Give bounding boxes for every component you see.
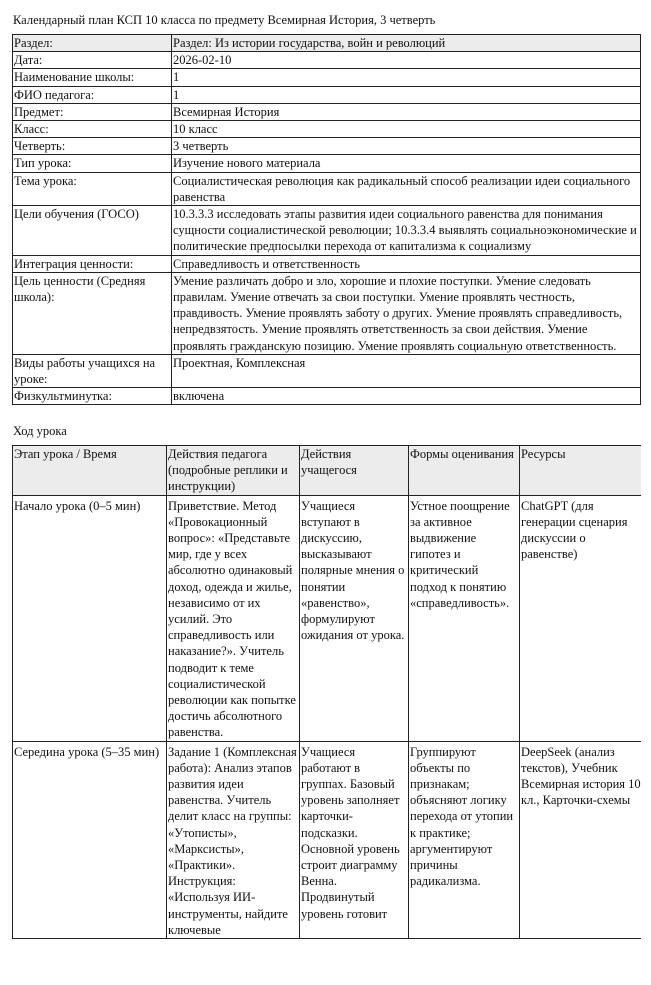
header-stage: Этап урока / Время	[13, 446, 167, 496]
info-value: Изучение нового материала	[172, 155, 641, 172]
info-label: Класс:	[13, 121, 172, 138]
info-row-physical-break	[13, 388, 641, 405]
table-row	[13, 495, 642, 741]
info-label: Наименование школы:	[13, 69, 172, 86]
info-label: Цели обучения (ГОСО)	[13, 206, 172, 256]
info-value: включена	[172, 388, 641, 405]
header-student-actions: Действия учащегося	[300, 446, 409, 496]
cell-assessment: Устное поощрение за активное выдвижение гипотез и критический подход к понятию «справедливость».	[409, 495, 520, 741]
cell-stage: Начало урока (0–5 мин)	[13, 495, 167, 741]
info-label: Тема урока:	[13, 172, 172, 205]
lesson-flow-table	[12, 445, 641, 939]
info-label: Дата:	[13, 52, 172, 69]
cell-stage: Середина урока (5–35 мин)	[13, 741, 167, 938]
table-row	[13, 741, 642, 938]
lesson-info-table	[12, 34, 641, 405]
info-row-learning-goals	[13, 206, 641, 256]
info-label: Физкультминутка:	[13, 388, 172, 405]
info-label: Цель ценности (Средняя школа):	[13, 272, 172, 354]
info-row-value-integration	[13, 255, 641, 272]
info-value: 10.3.3.3 исследовать этапы развития идеи социального равенства для понимания сущности социалистической революции; 10.3.3.4 выявлять социальноэкономические и политические предпосылки перехода от капитализма к социализму	[172, 206, 641, 256]
info-label: Интеграция ценности:	[13, 255, 172, 272]
lesson-flow-container	[12, 445, 641, 976]
cell-teacher-actions: Приветствие. Метод «Провокационный вопрос»: «Представьте мир, где у всех абсолютно одинаковый доход, одежда и жилье, независимо от их усилий. Это справедливость или наказание?». Учитель подводит к теме социалистической революции как попытке достичь абсолютного равенства.	[167, 495, 300, 741]
info-value: Раздел: Из истории государства, войн и революций	[172, 35, 641, 52]
info-row-date	[13, 52, 641, 69]
info-value: Всемирная История	[172, 103, 641, 120]
info-row-school	[13, 69, 641, 86]
info-value: 1	[172, 69, 641, 86]
info-value: Справедливость и ответственность	[172, 255, 641, 272]
info-value: 3 четверть	[172, 138, 641, 155]
info-row-quarter	[13, 138, 641, 155]
info-row-section	[13, 35, 641, 52]
info-row-teacher	[13, 86, 641, 103]
info-row-lesson-type	[13, 155, 641, 172]
info-label: Предмет:	[13, 103, 172, 120]
info-label: Четверть:	[13, 138, 172, 155]
info-value: 10 класс	[172, 121, 641, 138]
info-value: 2026-02-10	[172, 52, 641, 69]
header-teacher-actions: Действия педагога (подробные реплики и инструкции)	[167, 446, 300, 496]
lesson-flow-heading: Ход урока	[13, 424, 67, 438]
cell-assessment: Группируют объекты по признакам; объясняют логику перехода от утопии к практике; аргументируют причины радикализма.	[409, 741, 520, 938]
info-row-topic	[13, 172, 641, 205]
cell-student-actions: Учащиеся работают в группах. Базовый уровень заполняет карточки-подсказки. Основной уровень строит диаграмму Венна. Продвинутый уровень готовит	[300, 741, 409, 938]
info-label: ФИО педагога:	[13, 86, 172, 103]
info-label: Раздел:	[13, 35, 172, 52]
info-value: Социалистическая революция как радикальный способ реализации идеи социального равенства	[172, 172, 641, 205]
cell-resources: DeepSeek (анализ текстов), Учебник Всемирная история 10 кл., Карточки-схемы	[520, 741, 642, 938]
info-row-subject	[13, 103, 641, 120]
info-label: Виды работы учащихся на уроке:	[13, 354, 172, 387]
info-row-work-types	[13, 354, 641, 387]
header-resources: Ресурсы	[520, 446, 642, 496]
info-label: Тип урока:	[13, 155, 172, 172]
info-row-class	[13, 121, 641, 138]
info-value: 1	[172, 86, 641, 103]
cell-resources: ChatGPT (для генерации сценария дискуссии о равенстве)	[520, 495, 642, 741]
cell-teacher-actions: Задание 1 (Комплексная работа): Анализ этапов развития идеи равенства. Учитель делит класс на группы: «Утописты», «Марксисты», «Практики». Инструкция: «Используя ИИ-инструменты, найдите ключевые	[167, 741, 300, 938]
info-value: Проектная, Комплексная	[172, 354, 641, 387]
cell-student-actions: Учащиеся вступают в дискуссию, высказывают полярные мнения о понятии «равенство», формулируют ожидания от урока.	[300, 495, 409, 741]
info-value: Умение различать добро и зло, хорошие и плохие поступки. Умение следовать правилам. Умение отвечать за свои поступки. Умение проявлять честность, правдивость. Умение проявлять заботу о других. Умение проявлять справедливость, непредвзятость. Умение проявлять ответственность за свои действия. Умение проявлять гражданскую позицию. Умение проявлять социальную ответственность.	[172, 272, 641, 354]
table-header-row	[13, 446, 642, 496]
info-row-value-goal	[13, 272, 641, 354]
header-assessment: Формы оценивания	[409, 446, 520, 496]
document-title: Календарный план КСП 10 класса по предмету Всемирная История, 3 четверть	[13, 13, 436, 27]
